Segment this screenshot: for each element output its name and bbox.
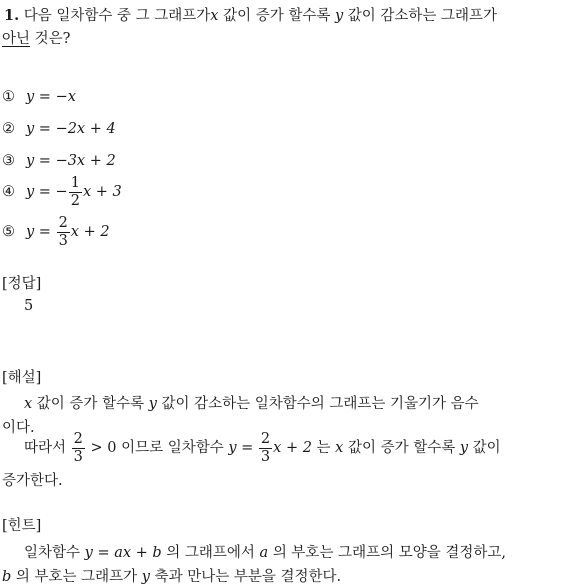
hint-text: 의 부호는 그래프의 모양을 결정하고, [272,545,506,561]
explanation-text: > 0 이므로 일차함수 [90,440,224,456]
question-text: 다음 일차함수 중 그 그래프가 [23,8,211,24]
explanation-text: 따라서 [24,440,67,456]
choice-1 [2,89,76,105]
math-var: x [24,396,33,412]
math-var: y [148,396,157,412]
explanation-text: 는 [316,440,331,456]
question-line-2 [2,27,70,48]
equation: y = ax + b [84,545,162,561]
choice-5 [2,216,110,248]
equation-rhs: −3x + 2 [55,153,116,169]
equation-lhs: y = [26,121,56,137]
explanation-text: 값이 증가 할수록 [347,440,456,456]
fraction [69,176,82,208]
fraction-numerator: 2 [260,431,271,447]
equation-lhs: y = [26,224,56,240]
equation-rhs: x + 2 [70,224,110,240]
math-var: y [459,440,469,456]
hint-text: 일차함수 [24,545,81,561]
math-var: x [335,440,344,456]
math-var: a [259,545,269,561]
fraction [57,216,70,248]
fraction-denominator: 3 [73,448,83,465]
equation-lhs: y = [26,89,56,105]
hint-heading: [힌트] [2,518,42,534]
hint-text: 의 부호는 그래프가 [15,569,138,585]
equation-lhs: y = − [26,184,68,200]
fraction [72,432,85,464]
fraction-denominator: 3 [58,232,68,249]
question-text: 것은? [34,31,71,47]
equation-rhs: x + 3 [82,184,122,200]
math-var: x [210,8,219,24]
explanation-text: 값이 감소하는 일차함수의 그래프는 기울기가 음수 [161,396,479,412]
choice-marker: ④ [2,184,15,200]
equation-lhs: y = [26,153,56,169]
answer-heading: [정답] [2,276,42,292]
hint-text: 의 그래프에서 [166,545,255,561]
explanation-text: 값이 증가 할수록 [36,396,145,412]
explanation-line-1 [24,392,479,413]
choice-marker: ⑤ [2,224,15,240]
explanation-line-2: 이다. [2,420,35,436]
choice-2 [2,121,116,137]
choice-marker: ③ [2,153,15,169]
explanation-line-3 [24,432,501,464]
answer-value: 5 [24,298,34,314]
underlined-word: 아닌 [2,31,31,47]
question-number: 1. [4,7,20,24]
equation-lhs: y = [228,440,254,456]
math-var: y [141,569,150,585]
math-var: y [334,8,344,24]
choice-marker: ② [2,121,15,137]
fraction-denominator: 2 [70,192,80,209]
explanation-text: 값이 [472,440,501,456]
question-text: 값이 증가 할수록 [223,8,331,24]
fraction [259,432,272,464]
equation-rhs: −2x + 4 [55,121,116,137]
equation-rhs: −x [55,89,76,105]
fraction-numerator: 1 [70,175,80,191]
fraction-numerator: 2 [58,215,68,231]
fraction-numerator: 2 [73,431,83,447]
fraction-denominator: 3 [260,448,271,465]
explanation-heading: [해설] [2,370,42,386]
question-line-1 [4,4,497,25]
equation-rhs: x + 2 [273,440,312,456]
explanation-line-4: 증가한다. [2,473,63,489]
choice-4 [2,176,122,208]
choice-marker: ① [2,89,15,105]
math-var: b [2,569,12,585]
question-text: 값이 감소하는 그래프가 [347,8,498,24]
hint-text: 축과 만나는 부분을 결정한다. [154,569,342,585]
choice-3 [2,153,116,169]
hint-line-1 [24,541,506,562]
